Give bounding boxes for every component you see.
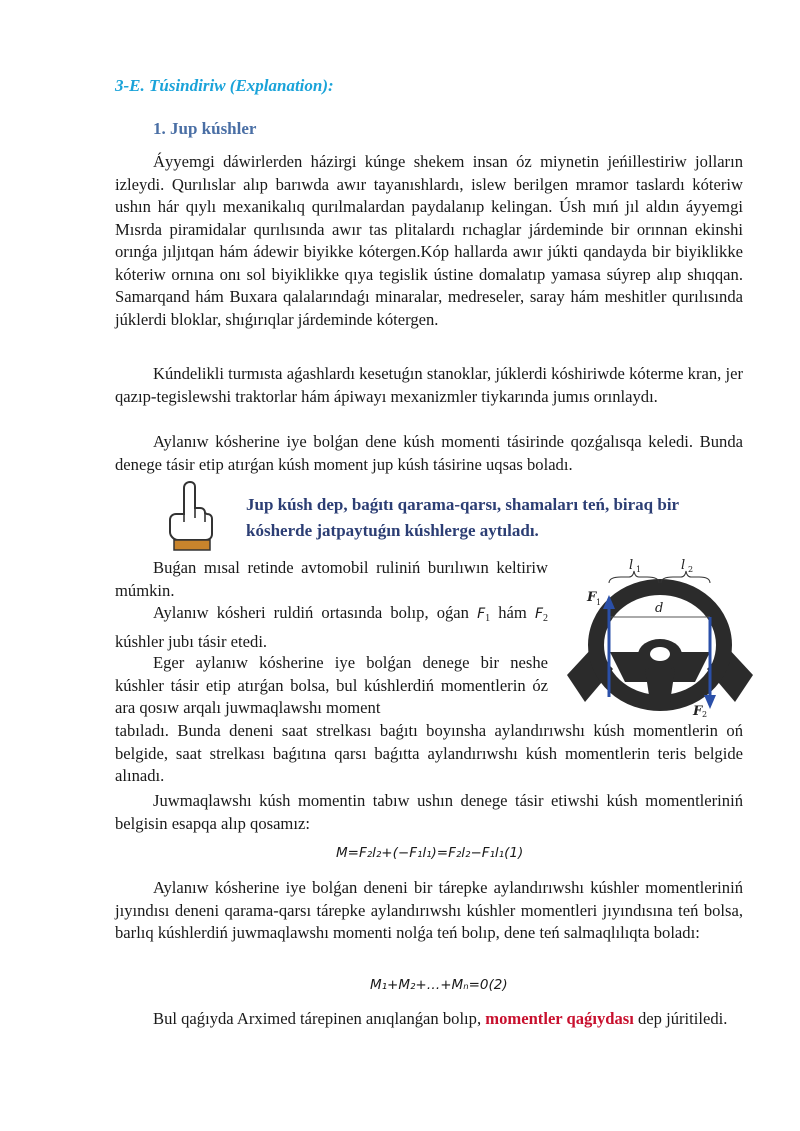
steering-wheel-diagram xyxy=(565,557,755,717)
definition-note: Jup kúsh dep, baǵıtı qarama-qarsı, shamaları teń, biraq bir kósherde jatpaytuǵın kúshlerge aytıladı. xyxy=(246,495,679,540)
formula-2: M₁+M₂+…+Mₙ=0(2) xyxy=(370,977,508,993)
paragraph-archimedes: Bul qaǵıyda Arximed tárepinen anıqlanǵan bolıp, momentler qaǵıydası dep júritiledi. xyxy=(153,1009,728,1028)
label-l1: l xyxy=(629,558,634,573)
paragraph-rotation: Aylanıw kósherine iye bolǵan dene kúsh momenti tásirinde qozǵalısqa keledi. Bunda denege tásir etip atırǵan kúsh moment jup kúsh tásirine uqsas boladı. xyxy=(115,432,743,474)
highlight-moment-rule: momentler qaǵıydası xyxy=(485,1009,634,1028)
label-l2-sub: 2 xyxy=(688,565,694,574)
subsection-title: 1. Jup kúshler xyxy=(153,119,257,138)
label-f2: F xyxy=(693,704,703,717)
paragraph-resultant-moment-full: tabıladı. Bunda deneni saat strelkası baǵıtı boyınsha aylandırıwshı kúsh momentlerin oń belgide, saat strelkası baǵıtına qarsı baǵıtta aylandırıwshı kúsh momentlerin teris belgide alınadı. xyxy=(115,721,743,785)
section-title: 3-E. Túsindiriw (Explanation): xyxy=(115,76,334,95)
paragraph-equilibrium: Aylanıw kósherine iye bolǵan deneni bir tárepke aylandırıwshı kúshler momentleriniń jıyındısı deneni qarama-qarsı tárepke aylandırıwshı kúshler momentleri jıyındısına teń bolsa, barlıq kúshlerdiń juwmaqlawshı momenti nolǵa teń bolıp, dene teń salmaqlılıqta boladı: xyxy=(115,878,743,942)
paragraph-steering-example: Buǵan mısal retinde avtomobil ruliniń burılıwın keltiriw múmkin. xyxy=(115,558,548,600)
label-f2-sub: 2 xyxy=(702,710,708,717)
label-f1-sub: 1 xyxy=(596,598,602,607)
label-d: d xyxy=(655,601,664,616)
paragraph-mechanisms: Kúndelikli turmısta aǵashlardı kesetuǵın stanoklar, júklerdi kóshiriwde kóterme kran, jer qazıp-tegislewshi traktorlar hám ápiwayı mexanizmler tiykarında jumıs orınlaydı. xyxy=(115,364,743,406)
paragraph-resultant-moment-narrow: Eger aylanıw kósherine iye bolǵan denege bir neshe kúshler tásir etip atırǵan bolsa, bul kúshlerdiń momentlerin óz ara qosıw arqalı juwmaqlawshı moment xyxy=(115,653,548,717)
label-l1-sub: 1 xyxy=(636,565,642,574)
label-f1: F xyxy=(587,590,597,605)
formula-1: M=F₂l₂+(−F₁l₁)=F₂l₂−F₁l₁(1) xyxy=(336,845,524,861)
paragraph-steering-forces: Aylanıw kósheri ruldiń ortasında bolıp, oǵan $F_1$ hám $F_2$ kúshler jubı tásir etedi. xyxy=(115,603,548,651)
paragraph-history: Áyyemgi dáwirlerden házirgi kúnge shekem insan óz miynetin jeńillestiriw jolların izleydi. Qurılıslar alıp barıwda awır tayanıshlardı, islew berilgen mramor taslardı kóteriw ushın hár qıylı mexanikalıq qurılmalardan paydalanıp kelingan. Úsh mıń jıl aldın áyyemgi Mısrda piramidalar qurılısında awır tas plitalardı rıchaglar járdeminde bir orınnan ekinshi orınǵa jıljıtqan hám ádewir biyikke kótergen.Kóp hallarda awır júkti qandayda bir biyiklikke kóteriw ornına onı sol biyiklikke qıya tegislik ústine domalatıp yamasa súyrep alıp shıqqan. Samarqand hám Buxara qalalarındaǵı minaralar, medreseler, saray hám meshitler qurılısında júklerdi bloklar, shıǵırıqlar járdeminde kótergen. xyxy=(115,152,743,329)
pointing-hand-icon xyxy=(160,478,216,552)
paragraph-sum-intro: Juwmaqlawshı kúsh momentin tabıw ushın denege tásir etiwshi kúsh momentleriniń belgisin esapqa alıp qosamız: xyxy=(115,791,743,833)
label-l2: l xyxy=(681,558,686,573)
